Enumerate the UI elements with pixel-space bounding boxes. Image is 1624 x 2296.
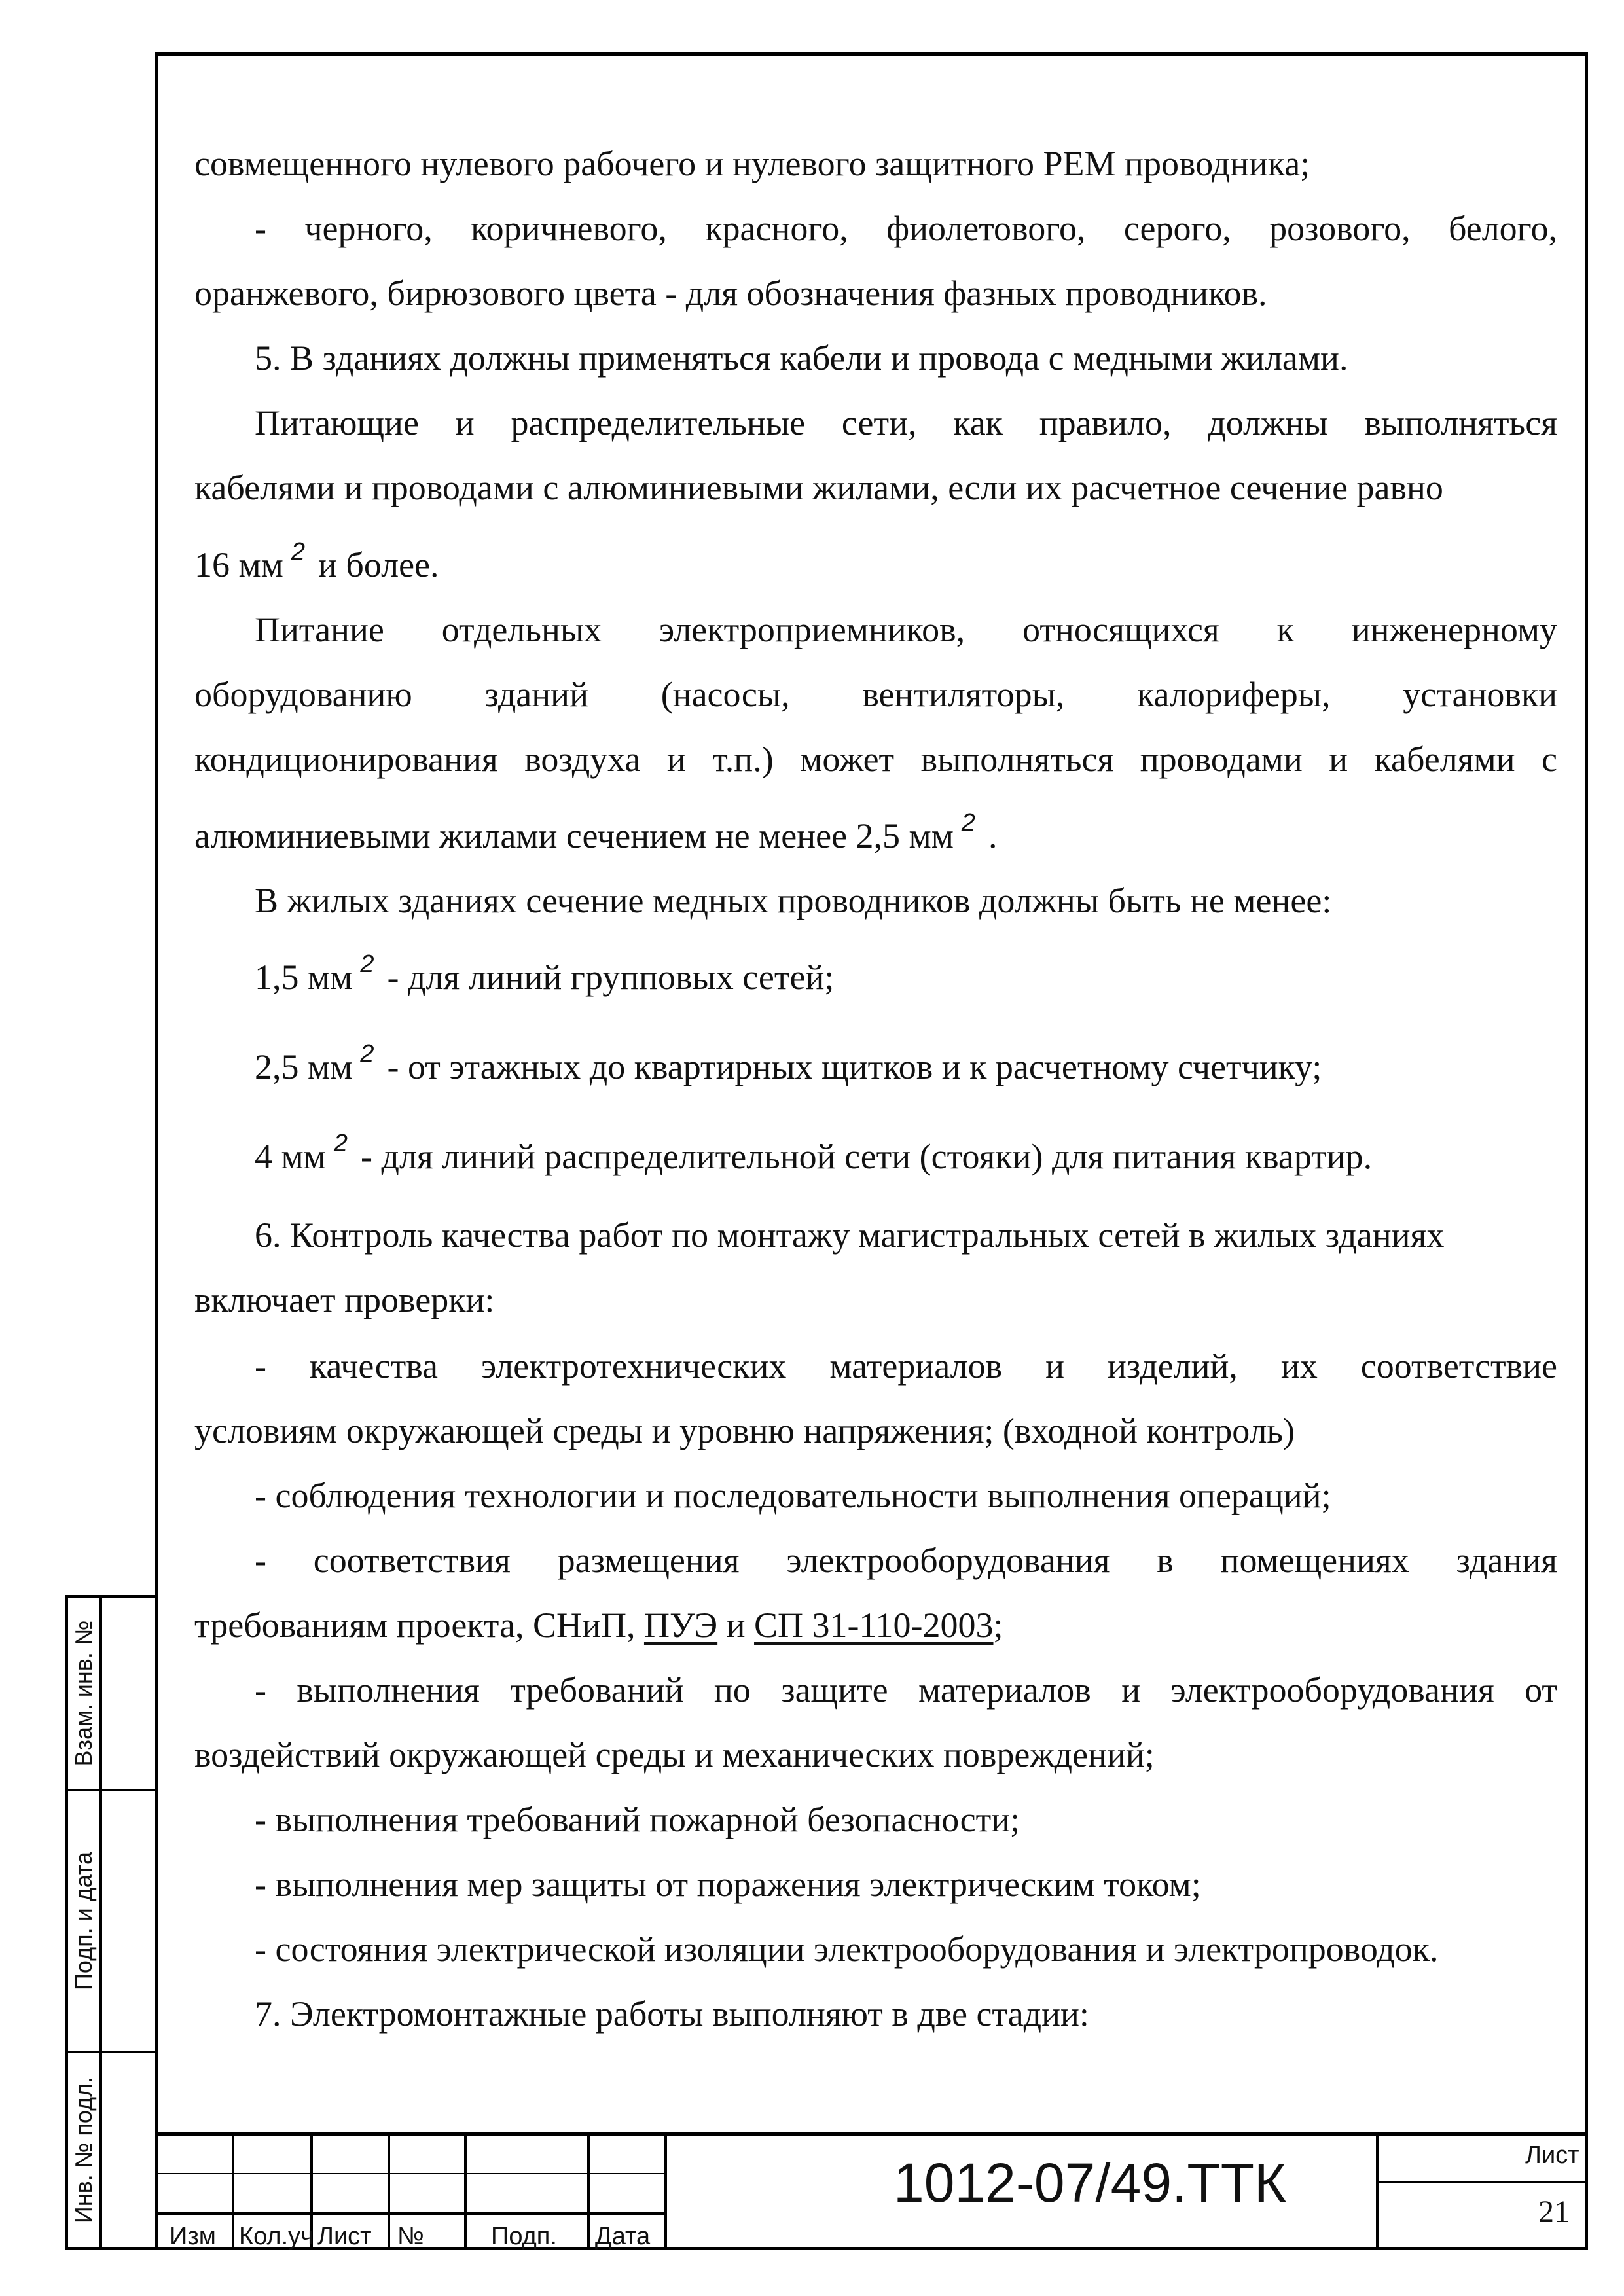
text-line: 7. Электромонтажные работы выполняют в две стадии:: [255, 1994, 1089, 2034]
superscript: 2: [291, 538, 305, 565]
col-header-no: №: [397, 2223, 424, 2250]
pue-link[interactable]: ПУЭ: [643, 1605, 718, 1645]
text-line: воздействий окружающей среды и механических повреждений;: [194, 1735, 1155, 1774]
document-code: 1012-07/49.ТТК: [893, 2152, 1286, 2214]
text-line: Питание отдельных электроприемников, относящихся к инженерному: [255, 610, 1557, 649]
col-header-izm: Изм: [170, 2223, 216, 2250]
text-line: 6. Контроль качества работ по монтажу магистральных сетей в жилых зданиях: [255, 1215, 1445, 1255]
col-header-podp: Подп.: [491, 2223, 557, 2250]
col-header-kolu: Кол.уч: [239, 2223, 314, 2250]
replace-inv-label: Взам. инв. №: [70, 1620, 97, 1767]
inv-orig-label: Инв. № подл.: [70, 2076, 97, 2224]
sign-date-label: Подп. и дата: [70, 1851, 97, 1991]
text-line: Питающие и распределительные сети, как правило, должны выполняться: [255, 403, 1557, 442]
text-line: - черного, коричневого, красного, фиолетового, серого, розового, белого,: [255, 209, 1557, 248]
superscript: 2: [961, 809, 976, 836]
text-line: - соблюдения технологии и последовательности выполнения операций;: [255, 1476, 1331, 1515]
text-fragment: .: [988, 816, 998, 855]
text-fragment: и: [717, 1605, 755, 1645]
col-header-data: Дата: [595, 2223, 651, 2250]
text-line: - выполнения требований по защите материалов и электрооборудования от: [255, 1670, 1557, 1710]
text-line: [194, 538, 1557, 590]
grid-line: [587, 2136, 590, 2250]
text-line: - выполнения требований пожарной безопасности;: [255, 1800, 1020, 1839]
text-line: оборудованию зданий (насосы, вентиляторы, калориферы, установки: [194, 675, 1557, 714]
text-fragment: алюминиевыми жилами сечением не менее 2,5 мм: [194, 816, 954, 855]
superscript: 2: [333, 1130, 348, 1157]
text-fragment: 2,5 мм: [255, 1047, 353, 1086]
text-line: кабелями и проводами с алюминиевыми жилами, если их расчетное сечение равно: [194, 468, 1443, 507]
text-line: В жилых зданиях сечение медных проводников должны быть не менее:: [255, 881, 1332, 920]
text-fragment: 4 мм: [255, 1137, 326, 1176]
inv-orig-cell: [65, 2051, 155, 2250]
superscript: 2: [360, 1040, 374, 1067]
text-line: совмещенного нулевого рабочего и нулевого защитного PEM проводника;: [194, 144, 1310, 183]
text-fragment: ;: [993, 1605, 1003, 1645]
grid-line: [232, 2136, 234, 2250]
text-line: включает проверки:: [194, 1280, 495, 1319]
superscript: 2: [360, 950, 374, 978]
text-line: [194, 950, 1557, 1002]
text-line: [194, 1604, 1557, 1646]
text-line: - качества электротехнических материалов и изделий, их соответствие: [255, 1346, 1557, 1386]
text-fragment: - для линий групповых сетей;: [387, 958, 835, 997]
side-stamp: [65, 1595, 155, 2250]
replace-inv-cell: [65, 1595, 155, 1789]
text-line: - соответствия размещения электрооборудования в помещениях здания: [255, 1541, 1557, 1580]
grid-line: [155, 2173, 664, 2174]
text-fragment: - для линий распределительной сети (стояки) для питания квартир.: [360, 1137, 1373, 1176]
text-fragment: 1,5 мм: [255, 958, 353, 997]
sheet-number: 21: [1538, 2195, 1570, 2229]
grid-line: [388, 2136, 390, 2250]
text-line: [194, 809, 1557, 861]
sign-date-cell: [65, 1789, 155, 2051]
col-header-list: Лист: [317, 2223, 372, 2250]
text-line: [194, 1040, 1557, 1092]
sign-date-label-box: [65, 1791, 102, 2051]
inv-orig-label-box: [65, 2053, 102, 2247]
sheet-label: Лист: [1525, 2142, 1579, 2169]
text-line: [194, 1130, 1557, 1181]
grid-line: [464, 2136, 467, 2250]
text-line: - состояния электрической изоляции электрооборудования и электропроводок.: [255, 1929, 1439, 1969]
text-fragment: требованиям проекта, СНиП,: [194, 1605, 644, 1645]
replace-inv-label-box: [65, 1598, 102, 1789]
text-fragment: - от этажных до квартирных щитков и к расчетному счетчику;: [387, 1047, 1322, 1086]
text-line: - выполнения мер защиты от поражения электрическим током;: [255, 1865, 1201, 1904]
text-fragment: 16 мм: [194, 545, 283, 584]
text-line: 5. В зданиях должны применяться кабели и провода с медными жилами.: [255, 338, 1348, 378]
grid-line: [155, 2212, 664, 2215]
text-line: кондиционирования воздуха и т.п.) может выполняться проводами и кабелями с: [194, 740, 1557, 779]
text-line: оранжевого, бирюзового цвета - для обозначения фазных проводников.: [194, 274, 1267, 313]
text-line: условиям окружающей среды и уровню напряжения; (входной контроль): [194, 1411, 1295, 1450]
text-fragment: и более.: [317, 545, 439, 584]
sp-link[interactable]: СП 31-110-2003: [754, 1605, 994, 1645]
